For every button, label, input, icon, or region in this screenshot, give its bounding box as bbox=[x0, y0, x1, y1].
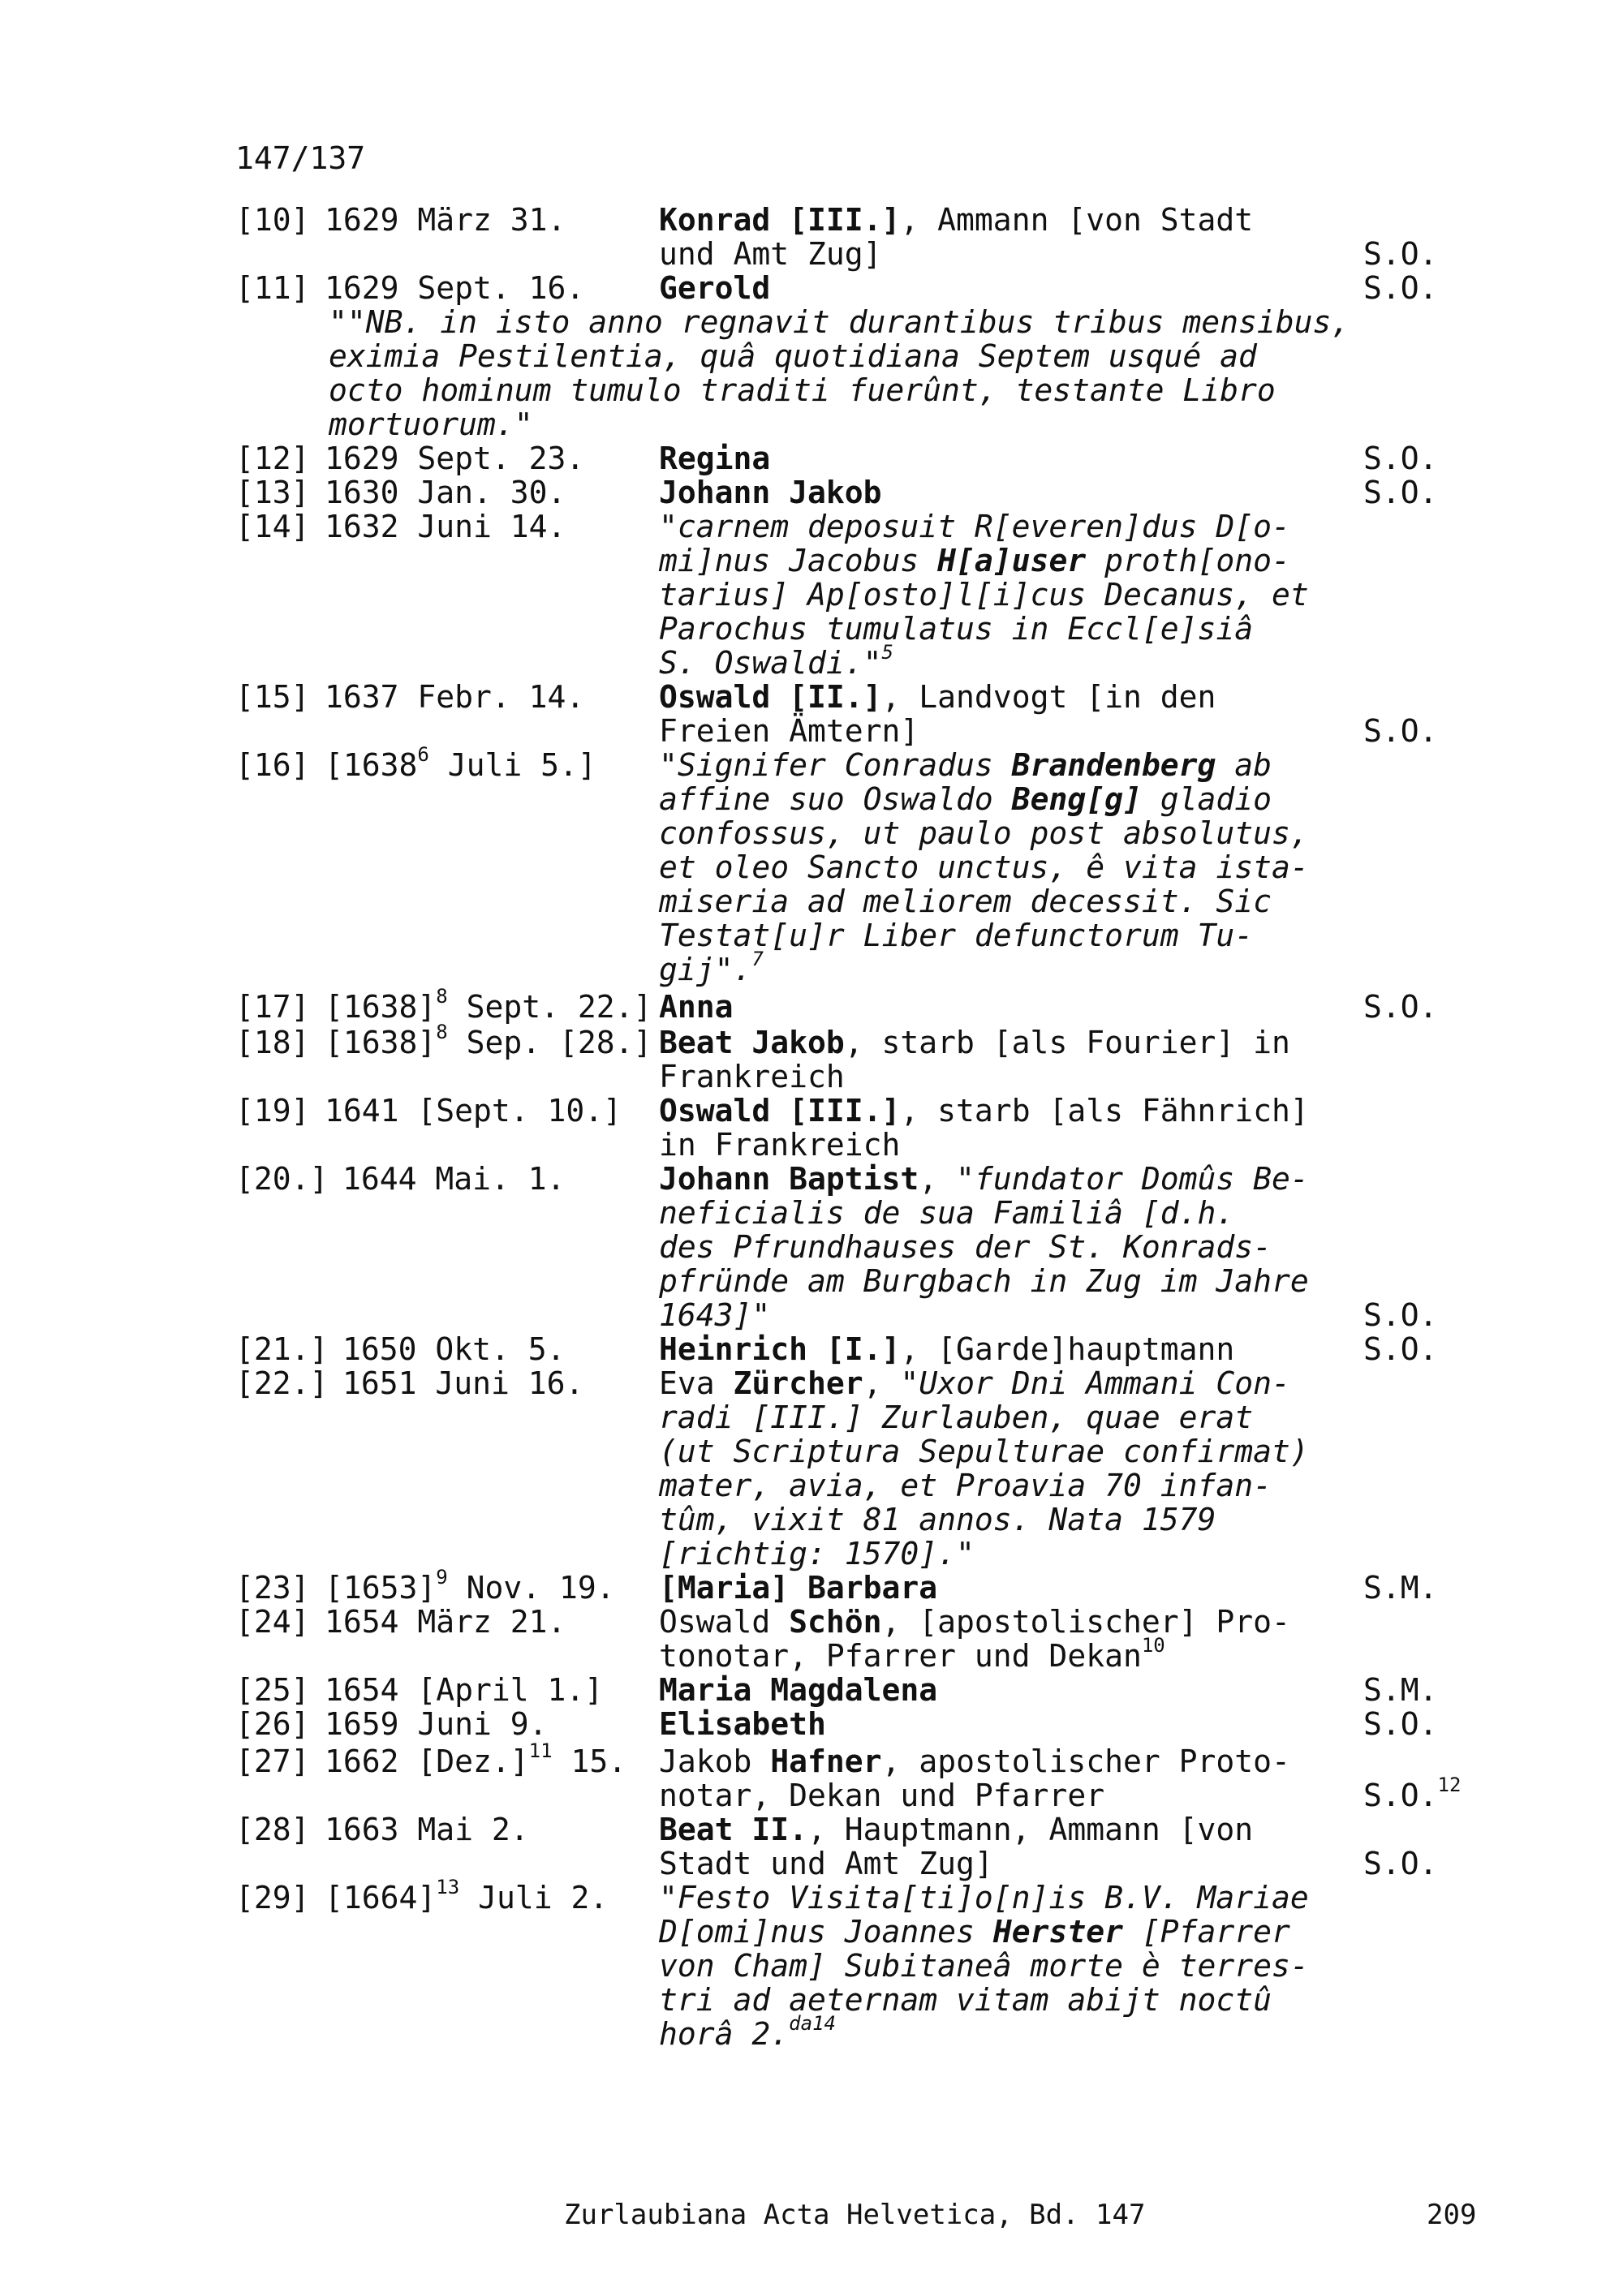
footer-title: Zurlaubiana Acta Helvetica, Bd. 147 bbox=[564, 2199, 1146, 2231]
entry-number: [23] bbox=[235, 1570, 310, 1606]
quote-line: "Signifer Conradus Brandenberg ab bbox=[659, 747, 1272, 783]
quote-line: confossus, ut paulo post absolutus, bbox=[659, 815, 1309, 851]
entry-date: $[1638]^8$ Sep. [28.] bbox=[325, 1021, 652, 1060]
quote-line: tûm, vixit 81 annos. Nata 1579 bbox=[659, 1502, 1216, 1537]
entry-number: [14] bbox=[235, 509, 310, 544]
burial-location: S.O. bbox=[1363, 713, 1438, 749]
burial-location: S.M. bbox=[1363, 1672, 1438, 1708]
entry-date: 1632 Juni 14. bbox=[325, 509, 566, 544]
entry-number: [20.] bbox=[235, 1161, 329, 1197]
entry-text: Frankreich bbox=[659, 1059, 845, 1094]
quote-line: tri ad aeternam vitam abijt noctû bbox=[659, 1982, 1272, 2018]
entry-number: [12] bbox=[235, 441, 310, 476]
footnote-ref: 8 bbox=[436, 985, 448, 1008]
quote-line: mi]nus Jacobus H[a]user proth[ono- bbox=[659, 543, 1290, 578]
footnote-ref: 5 bbox=[881, 641, 893, 664]
quote-line: radi [III.] Zurlauben, quae erat bbox=[659, 1400, 1254, 1435]
entry-text: und Amt Zug] bbox=[659, 236, 882, 272]
entry-date: 1659 Juni 9. bbox=[325, 1706, 548, 1742]
quote-line: et oleo Sancto unctus, ê vita ista- bbox=[659, 849, 1309, 885]
footnote-ref: 6 bbox=[417, 743, 429, 767]
quote-line: "carnem deposuit R[everen]dus D[o- bbox=[659, 509, 1290, 544]
burial-location: S.O. bbox=[1363, 1297, 1438, 1333]
burial-location: S.O. bbox=[1363, 441, 1438, 476]
entry-date: 1629 Sept. 23. bbox=[325, 441, 585, 476]
entry-text: tonotar, Pfarrer und Dekan$^{10}$ bbox=[659, 1634, 1165, 1674]
quote-line: des Pfrundhauses der St. Konrads- bbox=[659, 1229, 1272, 1265]
entry-number: [25] bbox=[235, 1672, 310, 1708]
footnote-ref: 12 bbox=[1437, 1774, 1462, 1797]
entry-text: Beat Jakob, starb [als Fourier] in bbox=[659, 1025, 1290, 1060]
entry-number: [10] bbox=[235, 202, 310, 238]
footnote-ref: 11 bbox=[528, 1739, 553, 1763]
quote-line: affine suo Oswaldo Beng[g] gladio bbox=[659, 781, 1272, 817]
burial-location: S.O. bbox=[1363, 1331, 1438, 1367]
person-name: Zürcher bbox=[733, 1365, 863, 1401]
quote-line: tarius] Ap[osto]l[i]cus Decanus, et bbox=[659, 577, 1309, 613]
entry-text: Jakob Hafner, apostolischer Proto- bbox=[659, 1743, 1290, 1779]
entry-number: [28] bbox=[235, 1812, 310, 1847]
entry-date: 1644 Mai. 1. bbox=[342, 1161, 566, 1197]
entry-text: Oswald [II.], Landvogt [in den bbox=[659, 679, 1216, 715]
burial-location: S.O. bbox=[1363, 989, 1438, 1025]
footnote-ref: 14 bbox=[812, 2012, 836, 2036]
entry-text: Beat II., Hauptmann, Ammann [von bbox=[659, 1812, 1254, 1847]
burial-location: S.O. bbox=[1363, 236, 1438, 272]
person-name: Johann Jakob bbox=[659, 475, 882, 510]
entry-number: [15] bbox=[235, 679, 310, 715]
person-name: H[a]user bbox=[937, 543, 1087, 578]
quote-line: octo hominum tumulo traditi fuerûnt, testante Libro bbox=[329, 372, 1276, 408]
person-name: Oswald [II.] bbox=[659, 679, 882, 715]
entry-text: Freien Ämtern] bbox=[659, 713, 919, 749]
burial-location: S.O.$^{12}$ bbox=[1363, 1774, 1462, 1813]
person-name: Gerold bbox=[659, 270, 771, 306]
entry-date: 1654 März 21. bbox=[325, 1604, 566, 1640]
superscript-note: da bbox=[789, 2012, 813, 2036]
entry-text: Johann Baptist, "fundator Domûs Be- bbox=[659, 1161, 1309, 1197]
footnote-ref: 7 bbox=[751, 948, 764, 971]
entry-number: [27] bbox=[235, 1743, 310, 1779]
quote-line: ""NB. in isto anno regnavit durantibus tribus mensibus, bbox=[329, 304, 1350, 340]
entry-date: $[1638]^8$ Sept. 22.] bbox=[325, 985, 652, 1025]
entry-text: Konrad [III.], Ammann [von Stadt bbox=[659, 202, 1254, 238]
person-name: Beat II. bbox=[659, 1812, 808, 1847]
person-name: Anna bbox=[659, 989, 734, 1025]
entry-text: notar, Dekan und Pfarrer bbox=[659, 1778, 1105, 1813]
entry-text: Heinrich [I.], [Garde]hauptmann bbox=[659, 1331, 1235, 1367]
entry-date: 1629 März 31. bbox=[325, 202, 566, 238]
quote-line: von Cham] Subitaneâ morte è terres- bbox=[659, 1948, 1309, 1984]
entry-number: [16] bbox=[235, 747, 310, 783]
entry-number: [26] bbox=[235, 1706, 310, 1742]
quote-line: gij".$^7$ bbox=[659, 948, 764, 987]
quote-line: 1643]" bbox=[659, 1297, 771, 1333]
entry-number: [29] bbox=[235, 1880, 310, 1915]
person-name: Herster bbox=[992, 1914, 1123, 1950]
person-name: Heinrich [I.] bbox=[659, 1331, 901, 1367]
entry-text: in Frankreich bbox=[659, 1127, 901, 1163]
quote-line: pfründe am Burgbach in Zug im Jahre bbox=[659, 1263, 1309, 1299]
burial-location: S.O. bbox=[1363, 270, 1438, 306]
person-name: Maria Magdalena bbox=[659, 1672, 938, 1708]
entry-date: 1651 Juni 16. bbox=[342, 1365, 584, 1401]
quote-line: neficialis de sua Familiâ [d.h. bbox=[659, 1195, 1235, 1231]
person-name: Brandenberg bbox=[1011, 747, 1216, 783]
entry-number: [24] bbox=[235, 1604, 310, 1640]
person-name: Schön bbox=[789, 1604, 882, 1640]
person-name: [Maria] Barbara bbox=[659, 1570, 938, 1606]
entry-text: Eva Zürcher, "Uxor Dni Ammani Con- bbox=[659, 1365, 1290, 1401]
person-name: Oswald [III.] bbox=[659, 1093, 901, 1129]
person-name: Hafner bbox=[770, 1743, 882, 1779]
entry-date: 1629 Sept. 16. bbox=[325, 270, 585, 306]
quote-line: "Festo Visita[ti]o[n]is B.V. Mariae bbox=[659, 1880, 1309, 1915]
quote-line: horâ 2.$^{da14}$ bbox=[659, 2012, 836, 2052]
entry-date: 1650 Okt. 5. bbox=[342, 1331, 566, 1367]
entry-date: 1641 [Sept. 10.] bbox=[325, 1093, 622, 1129]
person-name: Konrad [III.] bbox=[659, 202, 901, 238]
entry-date: 1654 [April 1.] bbox=[325, 1672, 604, 1708]
quote-line: S. Oswaldi."$^5$ bbox=[659, 641, 893, 681]
entry-text: Stadt und Amt Zug] bbox=[659, 1846, 993, 1881]
quote-line: miseria ad meliorem decessit. Sic bbox=[659, 884, 1272, 919]
person-name: Johann Baptist bbox=[659, 1161, 919, 1197]
quote-line: Testat[u]r Liber defunctorum Tu- bbox=[659, 918, 1254, 953]
entry-date: 1630 Jan. 30. bbox=[325, 475, 566, 510]
burial-location: S.O. bbox=[1363, 1706, 1438, 1742]
burial-location: S.O. bbox=[1363, 475, 1438, 510]
quote-line: mater, avia, et Proavia 70 infan- bbox=[659, 1468, 1272, 1503]
page-reference: 147/137 bbox=[235, 140, 366, 176]
entry-date: 1662 $[Dez.]^{11}$ 15. bbox=[325, 1739, 627, 1779]
footnote-ref: 8 bbox=[436, 1021, 448, 1044]
entry-number: [21.] bbox=[235, 1331, 329, 1367]
footnote-ref: 9 bbox=[436, 1566, 448, 1589]
entry-date: $[1653]^9$ Nov. 19. bbox=[325, 1566, 615, 1606]
quote-line: [richtig: 1570]." bbox=[659, 1536, 975, 1572]
person-name: Regina bbox=[659, 441, 771, 476]
quote-text: "NB. in isto anno regnavit durantibus tribus mensibus, bbox=[347, 304, 1350, 340]
entry-number: [22.] bbox=[235, 1365, 329, 1401]
quote-line: mortuorum." bbox=[329, 406, 533, 442]
footnote-ref: 10 bbox=[1141, 1634, 1165, 1658]
entry-date: 1663 Mai 2. bbox=[325, 1812, 529, 1847]
entry-date: 1637 Febr. 14. bbox=[325, 679, 585, 715]
quote-line: D[omi]nus Joannes Herster [Pfarrer bbox=[659, 1914, 1290, 1950]
quote-line: Parochus tumulatus in Eccl[e]siâ bbox=[659, 611, 1254, 647]
burial-location: S.M. bbox=[1363, 1570, 1438, 1606]
quote-line: (ut Scriptura Sepulturae confirmat) bbox=[659, 1434, 1309, 1469]
person-name: Beat Jakob bbox=[659, 1025, 845, 1060]
page-number: 209 bbox=[1427, 2199, 1477, 2231]
person-name: Beng[g] bbox=[1011, 781, 1142, 817]
entry-text: Oswald Schön, [apostolischer] Pro- bbox=[659, 1604, 1290, 1640]
burial-location: S.O. bbox=[1363, 1846, 1438, 1881]
entry-date: $[1664]^{13}$ Juli 2. bbox=[325, 1876, 609, 1915]
entry-number: [13] bbox=[235, 475, 310, 510]
person-name: Elisabeth bbox=[659, 1706, 826, 1742]
footnote-ref: 13 bbox=[436, 1876, 460, 1899]
entry-number: [17] bbox=[235, 989, 310, 1025]
entry-number: [18] bbox=[235, 1025, 310, 1060]
entry-date: [1638$^6$ Juli 5.] bbox=[325, 743, 596, 783]
entry-text: Oswald [III.], starb [als Fähnrich] bbox=[659, 1093, 1309, 1129]
entry-number: [19] bbox=[235, 1093, 310, 1129]
entry-number: [11] bbox=[235, 270, 310, 306]
quote-line: eximia Pestilentia, quâ quotidiana Septem usqué ad bbox=[329, 338, 1257, 374]
